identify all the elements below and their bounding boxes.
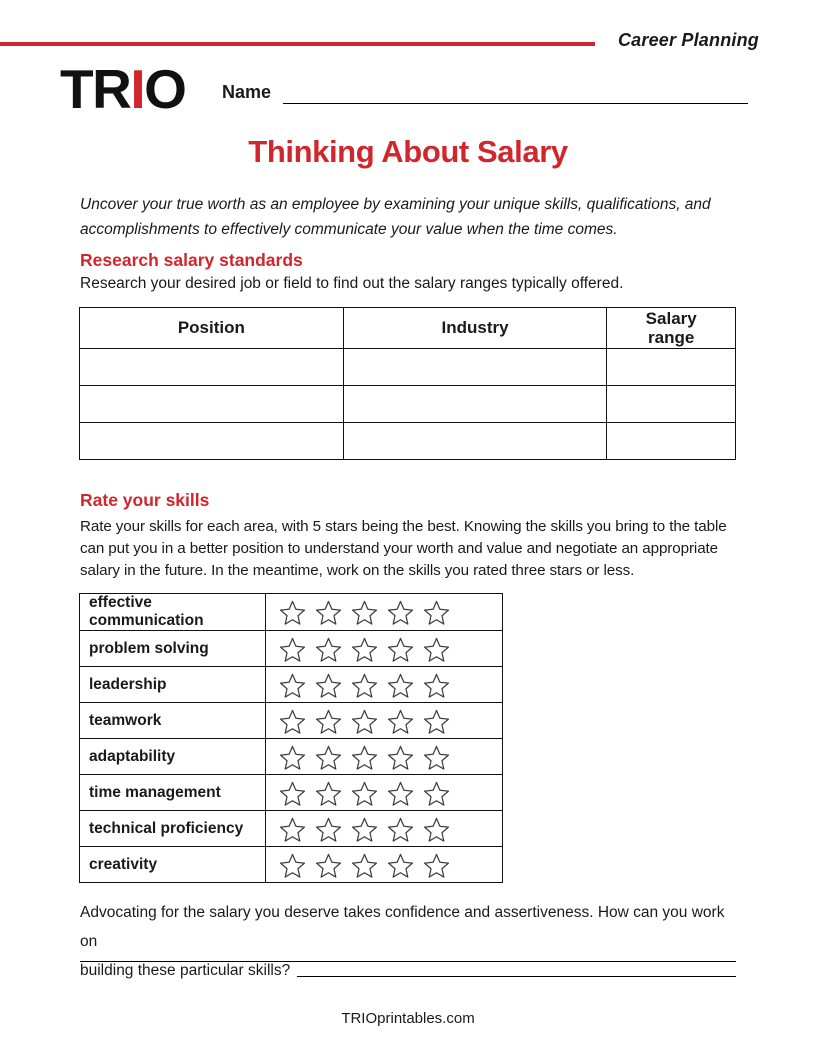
star-icon[interactable]: [350, 673, 379, 699]
star-icon[interactable]: [386, 853, 415, 879]
skill-star-rating[interactable]: [266, 847, 503, 883]
star-icon[interactable]: [314, 745, 343, 771]
star-icon[interactable]: [314, 673, 343, 699]
star-icon[interactable]: [422, 853, 451, 879]
star-icon[interactable]: [278, 637, 307, 663]
name-row: [222, 80, 748, 104]
star-icon[interactable]: [278, 781, 307, 807]
skills-section-heading: Rate your skills: [80, 490, 210, 510]
research-empty-cell[interactable]: [607, 386, 736, 423]
name-blank-line[interactable]: [283, 103, 748, 104]
skill-star-rating[interactable]: [266, 739, 503, 775]
star-icon[interactable]: [386, 709, 415, 735]
star-icon[interactable]: [422, 600, 451, 626]
star-icon[interactable]: [278, 817, 307, 843]
star-icon[interactable]: [350, 853, 379, 879]
skill-label: creativity: [80, 847, 266, 883]
star-icon[interactable]: [422, 709, 451, 735]
research-empty-cell[interactable]: [80, 386, 344, 423]
star-icon[interactable]: [278, 600, 307, 626]
skill-star-rating[interactable]: [266, 703, 503, 739]
star-icon[interactable]: [386, 637, 415, 663]
star-icon[interactable]: [278, 709, 307, 735]
top-red-rule: [0, 42, 595, 46]
star-icon[interactable]: [350, 745, 379, 771]
research-empty-cell[interactable]: [80, 423, 344, 460]
research-table-body: [80, 349, 736, 460]
skill-row: [80, 594, 503, 631]
skill-label: technical proficiency: [80, 811, 266, 847]
answer-blank-line[interactable]: [297, 976, 736, 977]
star-icon[interactable]: [386, 745, 415, 771]
category-label: Career Planning: [617, 30, 759, 50]
skill-label: effective communication: [80, 594, 266, 631]
research-section-heading: Research salary standards: [80, 250, 303, 270]
research-empty-cell[interactable]: [343, 423, 607, 460]
star-icon[interactable]: [314, 817, 343, 843]
star-icon[interactable]: [422, 745, 451, 771]
star-icon[interactable]: [386, 817, 415, 843]
logo-part2: O: [144, 58, 186, 120]
logo-part1: TR: [60, 58, 131, 120]
research-table-row: [80, 349, 736, 386]
skill-label: problem solving: [80, 631, 266, 667]
skill-row: [80, 631, 503, 667]
research-empty-cell[interactable]: [607, 349, 736, 386]
closing-prompt-line2: building these particular skills?: [80, 962, 291, 979]
column-header-salary-range: [607, 308, 736, 349]
skill-row: [80, 667, 503, 703]
footer-url: TRIOprintables.com: [341, 1010, 475, 1027]
star-icon[interactable]: [422, 637, 451, 663]
trio-logo: [60, 58, 186, 120]
star-icon[interactable]: [314, 853, 343, 879]
research-empty-cell[interactable]: [343, 386, 607, 423]
star-icon[interactable]: [386, 781, 415, 807]
star-icon[interactable]: [350, 781, 379, 807]
research-table-row: [80, 386, 736, 423]
skills-rating-table: [79, 593, 503, 883]
answer-blank-line-2[interactable]: [80, 961, 736, 962]
intro-text: Uncover your true worth as an employee by examining your unique skills, qualifications, and accomplishments to effectively communicate your value when the time comes.: [80, 196, 711, 238]
star-icon[interactable]: [314, 781, 343, 807]
star-icon[interactable]: [314, 637, 343, 663]
column-header-position: Position: [80, 308, 344, 349]
star-icon[interactable]: [386, 600, 415, 626]
skill-row: [80, 703, 503, 739]
star-icon[interactable]: [422, 817, 451, 843]
skill-star-rating[interactable]: [266, 667, 503, 703]
research-table-header: [80, 308, 736, 349]
skill-row: [80, 775, 503, 811]
skill-row: [80, 739, 503, 775]
closing-prompt-line1: Advocating for the salary you deserve takes confidence and assertiveness. How can you work on: [80, 904, 725, 950]
star-icon[interactable]: [422, 781, 451, 807]
research-table: [79, 307, 736, 460]
star-icon[interactable]: [278, 745, 307, 771]
skill-label: adaptability: [80, 739, 266, 775]
star-icon[interactable]: [278, 673, 307, 699]
skill-label: time management: [80, 775, 266, 811]
skills-table-body: [80, 594, 503, 883]
star-icon[interactable]: [350, 709, 379, 735]
star-icon[interactable]: [350, 637, 379, 663]
name-label: Name: [222, 82, 272, 102]
column-header-salary-range-text: Salary range: [645, 308, 697, 347]
skill-star-rating[interactable]: [266, 594, 503, 631]
research-table-row: [80, 423, 736, 460]
skill-row: [80, 811, 503, 847]
star-icon[interactable]: [350, 600, 379, 626]
skill-row: [80, 847, 503, 883]
star-icon[interactable]: [278, 853, 307, 879]
star-icon[interactable]: [386, 673, 415, 699]
column-header-industry: Industry: [343, 308, 607, 349]
skill-star-rating[interactable]: [266, 811, 503, 847]
skill-label: teamwork: [80, 703, 266, 739]
research-header-row: [80, 308, 736, 349]
skill-star-rating[interactable]: [266, 775, 503, 811]
research-empty-cell[interactable]: [343, 349, 607, 386]
star-icon[interactable]: [350, 817, 379, 843]
research-section-description: Research your desired job or field to find out the salary ranges typically offered.: [80, 275, 624, 292]
page-title: Thinking About Salary: [248, 134, 568, 169]
star-icon[interactable]: [314, 709, 343, 735]
logo-accent-letter: I: [130, 58, 145, 120]
star-icon[interactable]: [314, 600, 343, 626]
skill-star-rating[interactable]: [266, 631, 503, 667]
research-empty-cell[interactable]: [80, 349, 344, 386]
skills-section-description: Rate your skills for each area, with 5 stars being the best. Knowing the skills you bring to the table can put you in a better position to understand your worth and value and negotiate an appropriate salary in the future. In the meantime, work on the skills you rated three stars or less.: [80, 518, 727, 579]
star-icon[interactable]: [422, 673, 451, 699]
closing-prompt: [80, 898, 736, 985]
research-empty-cell[interactable]: [607, 423, 736, 460]
skill-label: leadership: [80, 667, 266, 703]
